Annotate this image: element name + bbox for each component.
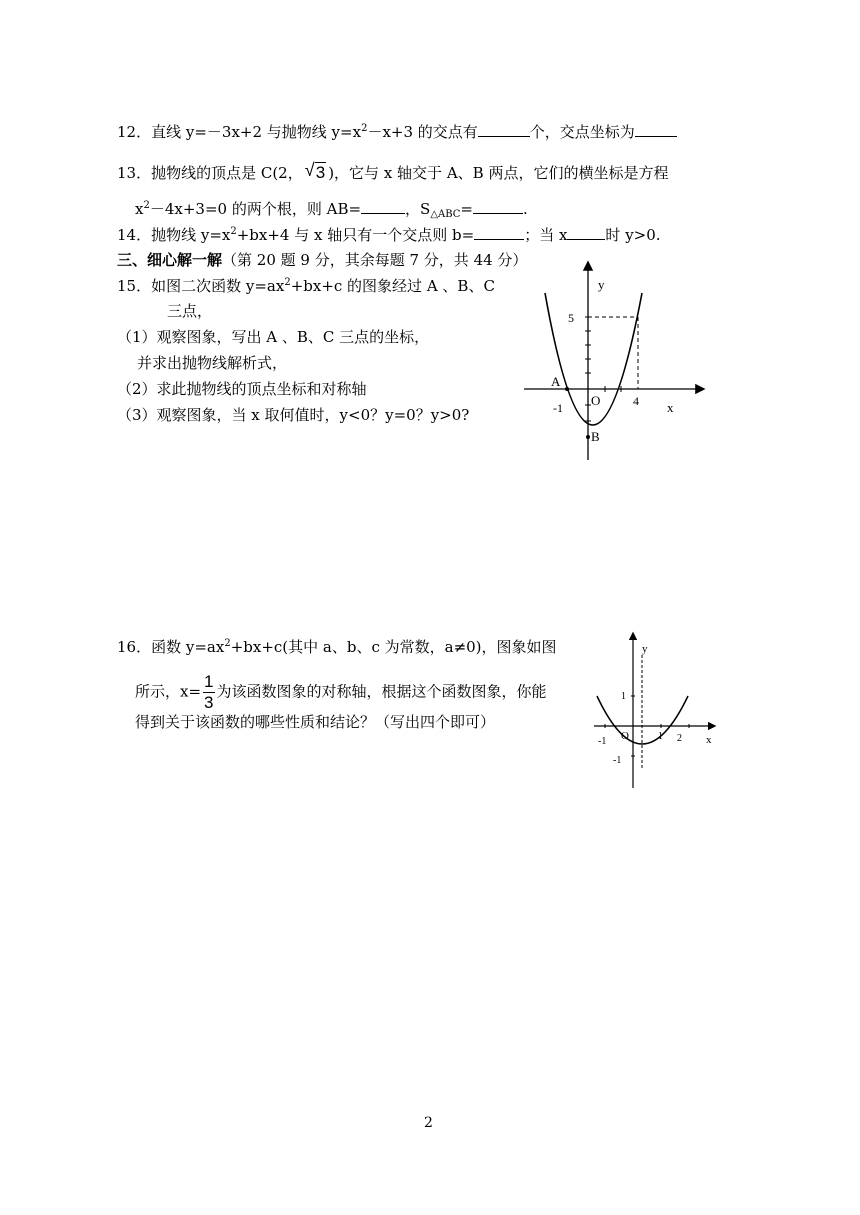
parabola-graph-q16 (590, 630, 720, 792)
question-15-part3: （3）观察图象，当 x 取何值时，y<0？y=0？y>0? (117, 406, 470, 424)
svg-text:O: O (591, 393, 601, 408)
question-16-line1: 16．函数 $y=ax^2+bx+c$(其中 a、b、c 为常数，a≠0)，图象如图 (117, 638, 557, 656)
svg-text:1: 1 (621, 691, 626, 702)
svg-text:A: A (551, 374, 561, 389)
answer-blank[interactable] (478, 122, 530, 137)
question-13-line1: 13．抛物线的顶点是 C(2， √ 3 )，它与 x 轴交于 A、B 两点，它们的横坐标是方程 (117, 160, 669, 182)
answer-blank[interactable] (473, 199, 523, 214)
parabola-graph-q15 (520, 255, 710, 465)
svg-text:B: B (591, 429, 600, 444)
question-16-line3: 得到关于该函数的哪些性质和结论？（写出四个即可） (135, 713, 496, 731)
point-A (565, 387, 569, 391)
svg-text:y: y (642, 643, 648, 655)
question-13-line2: $x^2-4x+3=0$ 的两个根，则 AB= ，$S_{\triangle ABC}=$ . (135, 200, 528, 220)
svg-text:y: y (598, 277, 605, 292)
svg-text:-1: -1 (598, 736, 607, 747)
answer-blank[interactable] (567, 225, 605, 240)
svg-text:-1: -1 (613, 755, 622, 766)
section-heading: 三、细心解一解（第 20 题 9 分，其余每题 7 分，共 44 分） (117, 251, 528, 269)
page-number: 2 (424, 1115, 433, 1131)
svg-text:1: 1 (658, 731, 663, 742)
question-15-part1-cont: 并求出抛物线解析式， (137, 354, 288, 372)
fraction-one-third: $\frac{1}{3}$ (204, 672, 214, 712)
svg-text:5: 5 (568, 311, 574, 325)
svg-text:O: O (621, 730, 629, 742)
point-B (586, 435, 590, 439)
answer-blank[interactable] (361, 199, 405, 214)
svg-text:2: 2 (677, 733, 682, 744)
answer-blank[interactable] (474, 225, 524, 240)
answer-blank[interactable] (635, 122, 677, 137)
sqrt-expression: √ 3 (304, 160, 326, 182)
svg-text:-1: -1 (553, 401, 563, 415)
question-15-part1: （1）观察图象，写出 A 、B、C 三点的坐标， (117, 328, 430, 346)
svg-text:x: x (706, 734, 712, 746)
svg-text:x: x (667, 400, 674, 415)
question-15-part2: （2）求此抛物线的顶点坐标和对称轴 (117, 380, 367, 398)
question-14: 14．抛物线 $y=x^2+bx+4$ 与 x 轴只有一个交点则 b= ；当 x 时 y>0. (117, 226, 661, 244)
question-15-line2: 三点， (167, 302, 213, 320)
question-15-line1: 15．如图二次函数 $y=ax^2+bx+c$ 的图象经过 A 、B、C (117, 277, 495, 295)
question-16-line2: 所示，x= $\frac{1}{3}$ 为该函数图象的对称轴，根据这个函数图象，你能 (135, 672, 547, 712)
svg-text:4: 4 (633, 394, 639, 408)
question-12: 12．直线 y=－3x+2 与抛物线 $y=x^2-x+3$ 的交点有 个，交点坐标为 (117, 122, 677, 142)
